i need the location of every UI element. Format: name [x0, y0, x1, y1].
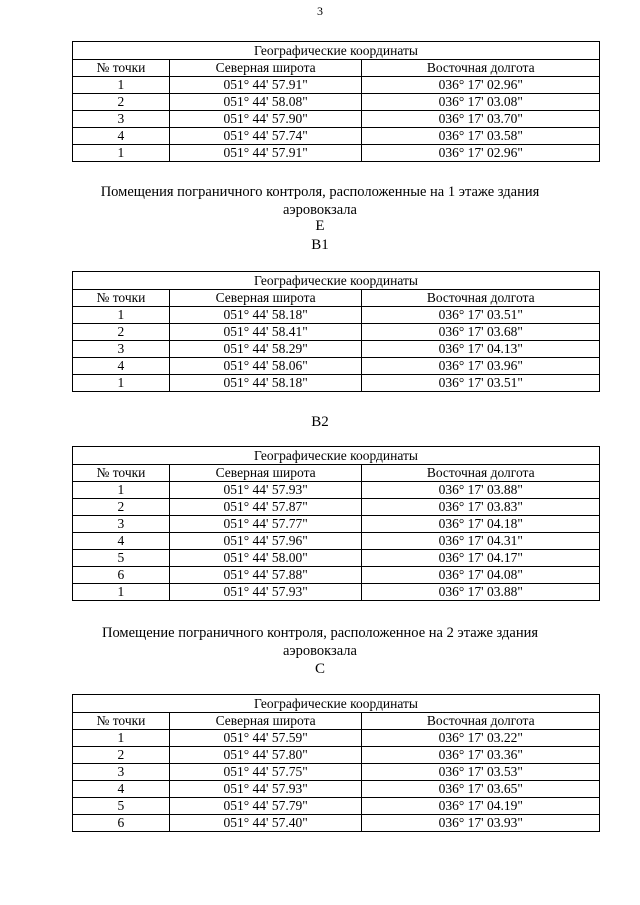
latitude-cell: 051° 44' 57.91"	[169, 145, 362, 162]
point-number-cell: 4	[73, 533, 170, 550]
latitude-cell: 051° 44' 57.80"	[169, 747, 362, 764]
section-letter-c: C	[314, 661, 325, 677]
point-number-cell: 1	[73, 730, 170, 747]
col-point-header: № точки	[73, 290, 170, 307]
table-row	[73, 94, 600, 111]
latitude-cell: 051° 44' 57.77"	[169, 516, 362, 533]
point-number-cell: 1	[73, 584, 170, 601]
table-row	[73, 584, 600, 601]
latitude-cell: 051° 44' 57.75"	[169, 764, 362, 781]
point-number-cell: 3	[73, 516, 170, 533]
coords-table-b2	[72, 446, 600, 601]
latitude-cell: 051° 44' 57.40"	[169, 815, 362, 832]
longitude-cell: 036° 17' 03.08"	[362, 94, 600, 111]
longitude-cell: 036° 17' 03.88"	[362, 482, 600, 499]
longitude-cell: 036° 17' 03.68"	[362, 324, 600, 341]
section-letter-e: E	[315, 218, 325, 234]
table-title: Географические координаты	[73, 272, 600, 290]
latitude-cell: 051° 44' 57.96"	[169, 533, 362, 550]
table-row	[73, 550, 600, 567]
point-number-cell: 2	[73, 94, 170, 111]
table-row	[73, 307, 600, 324]
point-number-cell: 4	[73, 358, 170, 375]
table-row	[73, 516, 600, 533]
table-row	[73, 375, 600, 392]
col-lat-header: Северная широта	[169, 465, 362, 482]
longitude-cell: 036° 17' 03.51"	[362, 375, 600, 392]
table-row	[73, 798, 600, 815]
coords-table-b1	[72, 271, 600, 392]
longitude-cell: 036° 17' 03.65"	[362, 781, 600, 798]
table-row	[73, 324, 600, 341]
point-number-cell: 1	[73, 307, 170, 324]
point-number-cell: 2	[73, 499, 170, 516]
col-point-header: № точки	[73, 465, 170, 482]
col-lat-header: Северная широта	[169, 713, 362, 730]
longitude-cell: 036° 17' 03.51"	[362, 307, 600, 324]
latitude-cell: 051° 44' 57.90"	[169, 111, 362, 128]
table-row	[73, 128, 600, 145]
latitude-cell: 051° 44' 57.88"	[169, 567, 362, 584]
longitude-cell: 036° 17' 04.17"	[362, 550, 600, 567]
table-title: Географические координаты	[73, 695, 600, 713]
coords-table-c	[72, 694, 600, 832]
longitude-cell: 036° 17' 04.13"	[362, 341, 600, 358]
latitude-cell: 051° 44' 58.06"	[169, 358, 362, 375]
table-title: Географические координаты	[73, 42, 600, 60]
table-row	[73, 567, 600, 584]
longitude-cell: 036° 17' 04.08"	[362, 567, 600, 584]
latitude-cell: 051° 44' 57.74"	[169, 128, 362, 145]
point-number-cell: 2	[73, 324, 170, 341]
longitude-cell: 036° 17' 04.31"	[362, 533, 600, 550]
latitude-cell: 051° 44' 58.18"	[169, 375, 362, 392]
point-number-cell: 1	[73, 77, 170, 94]
longitude-cell: 036° 17' 02.96"	[362, 77, 600, 94]
table-row	[73, 145, 600, 162]
latitude-cell: 051° 44' 57.59"	[169, 730, 362, 747]
section-label-b1: B1	[311, 237, 329, 253]
col-lon-header: Восточная долгота	[362, 60, 600, 77]
point-number-cell: 3	[73, 111, 170, 128]
latitude-cell: 051° 44' 58.18"	[169, 307, 362, 324]
page-number: 3	[317, 4, 323, 18]
table-row	[73, 341, 600, 358]
longitude-cell: 036° 17' 03.70"	[362, 111, 600, 128]
col-lon-header: Восточная долгота	[362, 465, 600, 482]
point-number-cell: 4	[73, 781, 170, 798]
longitude-cell: 036° 17' 03.36"	[362, 747, 600, 764]
table-title: Географические координаты	[73, 447, 600, 465]
point-number-cell: 1	[73, 145, 170, 162]
table-row	[73, 781, 600, 798]
latitude-cell: 051° 44' 58.41"	[169, 324, 362, 341]
point-number-cell: 6	[73, 567, 170, 584]
table-row	[73, 111, 600, 128]
table-row	[73, 815, 600, 832]
section-heading-floor1: Помещения пограничного контроля, расположенные на 1 этаже здания аэровокзала	[100, 184, 540, 218]
latitude-cell: 051° 44' 58.00"	[169, 550, 362, 567]
latitude-cell: 051° 44' 57.93"	[169, 781, 362, 798]
table-row	[73, 764, 600, 781]
point-number-cell: 2	[73, 747, 170, 764]
section-label-b2: B2	[311, 414, 329, 430]
point-number-cell: 3	[73, 341, 170, 358]
col-lon-header: Восточная долгота	[362, 713, 600, 730]
latitude-cell: 051° 44' 57.87"	[169, 499, 362, 516]
point-number-cell: 1	[73, 482, 170, 499]
table-row	[73, 533, 600, 550]
longitude-cell: 036° 17' 03.58"	[362, 128, 600, 145]
point-number-cell: 3	[73, 764, 170, 781]
table-row	[73, 77, 600, 94]
table-row	[73, 730, 600, 747]
latitude-cell: 051° 44' 57.93"	[169, 584, 362, 601]
latitude-cell: 051° 44' 57.79"	[169, 798, 362, 815]
table-row	[73, 482, 600, 499]
longitude-cell: 036° 17' 03.88"	[362, 584, 600, 601]
latitude-cell: 051° 44' 57.91"	[169, 77, 362, 94]
latitude-cell: 051° 44' 57.93"	[169, 482, 362, 499]
col-point-header: № точки	[73, 60, 170, 77]
point-number-cell: 6	[73, 815, 170, 832]
longitude-cell: 036° 17' 03.83"	[362, 499, 600, 516]
longitude-cell: 036° 17' 03.96"	[362, 358, 600, 375]
point-number-cell: 5	[73, 798, 170, 815]
point-number-cell: 1	[73, 375, 170, 392]
longitude-cell: 036° 17' 02.96"	[362, 145, 600, 162]
point-number-cell: 4	[73, 128, 170, 145]
col-lat-header: Северная широта	[169, 290, 362, 307]
col-point-header: № точки	[73, 713, 170, 730]
table-row	[73, 747, 600, 764]
table-row	[73, 358, 600, 375]
longitude-cell: 036° 17' 04.18"	[362, 516, 600, 533]
col-lon-header: Восточная долгота	[362, 290, 600, 307]
longitude-cell: 036° 17' 03.22"	[362, 730, 600, 747]
coords-table-0	[72, 41, 600, 162]
latitude-cell: 051° 44' 58.08"	[169, 94, 362, 111]
table-row	[73, 499, 600, 516]
longitude-cell: 036° 17' 04.19"	[362, 798, 600, 815]
latitude-cell: 051° 44' 58.29"	[169, 341, 362, 358]
section-heading-floor2: Помещение пограничного контроля, расположенное на 2 этаже здания аэровокзала	[101, 625, 539, 659]
longitude-cell: 036° 17' 03.53"	[362, 764, 600, 781]
col-lat-header: Северная широта	[169, 60, 362, 77]
point-number-cell: 5	[73, 550, 170, 567]
longitude-cell: 036° 17' 03.93"	[362, 815, 600, 832]
